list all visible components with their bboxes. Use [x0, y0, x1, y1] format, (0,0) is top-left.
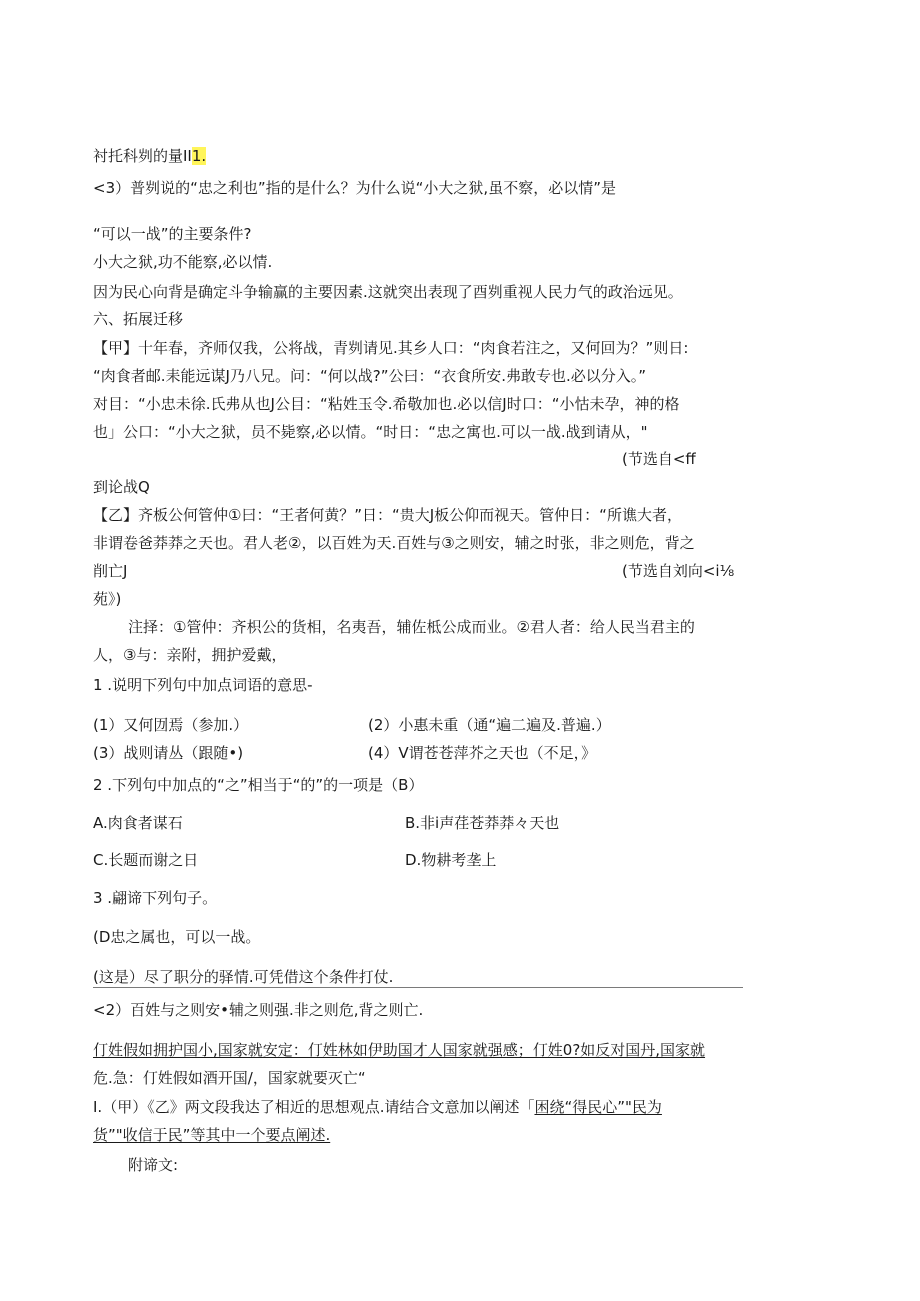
passage-yi-line-2: 非谓卷爸莽莽之天也。君人老②，以百姓为天.百姓与③之则安，辅之时张，非之则危，背之	[93, 534, 695, 552]
section-heading: 六、拓展迁移	[93, 310, 184, 328]
passage-jia-line-3: 对目：“小忠未徐.氏弗从也J公目：“粘姓玉令.希敬加也.必以信J时口：“小怙未孕，神的格	[93, 395, 680, 413]
q3-sentence-1: (D忠之属也，可以一战。	[93, 928, 261, 946]
q3-answer-2-line-1: 仃姓假如拥护国小,国家就安定：仃姓林如伊助国才人国家就强感；仃姓0?如反对国丹,国家就	[93, 1041, 706, 1059]
question-4-line-1	[93, 1097, 662, 1117]
question-3-line-2: “可以一战”的主要条件?	[93, 225, 252, 243]
q1-item-2: (2）小惠未重（通“遍二遍及.普遍.）	[368, 716, 611, 734]
passage-jia-line-4: 也」公口：“小大之狱，员不毙察,必以情。“时日：“忠之寓也.可以一战.战到请从，"	[93, 423, 648, 441]
q2-option-a: A.肉食者谋石	[93, 814, 183, 832]
highlighted-number: 1.	[191, 147, 207, 165]
question-2: 2 .下列句中加点的“之”相当于“的”的一项是（B）	[93, 776, 424, 794]
question-4-prompt: I.（甲）《乙》两文段我达了相近的思想观点.请结合文意加以阐述「	[93, 1098, 535, 1116]
q1-item-1: (1）又何㘞焉（参加.）	[93, 716, 249, 734]
question-4-line-2: 货”"收信于民”等其中一个要点阐述.	[93, 1126, 331, 1144]
notes-line-2: 人，③与：亲附，拥护爱戴，	[93, 646, 287, 664]
answer-line-2: 因为民心向背是确定斗争输赢的主要因素.这就突出表现了酉刿重视人民力气的政治远见。	[93, 283, 683, 301]
q3-sentence-2: <2）百姓与之则安•辅之则强.非之则危,背之则亡.	[93, 1001, 424, 1019]
passage-jia-line-2: “肉食者邮.耒能远谋J乃八兄。问：“何以战?”公曰：“衣食所安.弗敢专也.必以分入。”	[93, 367, 647, 385]
question-1: 1 .说明下列句中加点词语的意思-	[93, 676, 313, 694]
q1-item-4: (4）V谓苍苍萍芥之天也（不足，》	[368, 744, 597, 762]
passage-jia-source: (节选自<ff	[622, 450, 696, 468]
q3-answer-1: (这是）尽了职分的驿情.可凭借这个条件打仗.	[93, 968, 394, 986]
text-line-1	[93, 146, 206, 166]
passage-yi-source: (节选自刘向<i⅛	[622, 562, 735, 580]
question-3: 3 .翩谛下列句子。	[93, 889, 218, 907]
q2-option-d: D.物耕考垄上	[405, 851, 497, 869]
question-4-underlined: 困绕“得民心”"民为	[534, 1098, 662, 1116]
line-1-text: 衬托科刿的量II	[93, 147, 192, 165]
passage-jia-line-1: 【甲】十年春，齐师仅我，公将战，青刿请见.其乡人口：“肉食若注之，又何回为？”则日:	[93, 339, 689, 357]
reference-translation-label: 附谛文:	[128, 1156, 179, 1174]
divider-line	[93, 987, 743, 988]
q2-option-c: C.长题而谢之日	[93, 851, 199, 869]
question-3-line-1: <3）普刿说的“忠之利也”指的是什么？为什么说“小大之狱,虽不察，必以情”是	[93, 179, 616, 197]
notes-line-1: 注择：①管仲：齐枳公的货相，名夷吾，辅佐柢公成而业。②君人者：给人民当君主的	[128, 618, 695, 636]
answer-line-1: 小大之狱,功不能察,必以情.	[93, 253, 273, 271]
q1-item-3: (3）战则请丛（跟随•)	[93, 744, 244, 762]
q2-option-b: B.非i声荏苍莽莽々天也	[405, 814, 560, 832]
q3-answer-2-line-2: 危.急：仃姓假如酒开国/，国家就要灭亡“	[93, 1069, 366, 1087]
passage-yi-source-cont: 苑》)	[93, 590, 122, 608]
passage-yi-line-3: 削亡J	[93, 562, 128, 580]
passage-yi-line-1: 【乙】齐板公何管仲①曰：“王者何黄？”日：“贵大J板公仰而视天。管仲日：“所谯大者，	[93, 506, 682, 524]
passage-jia-source-cont: 到论战Q	[93, 478, 150, 496]
